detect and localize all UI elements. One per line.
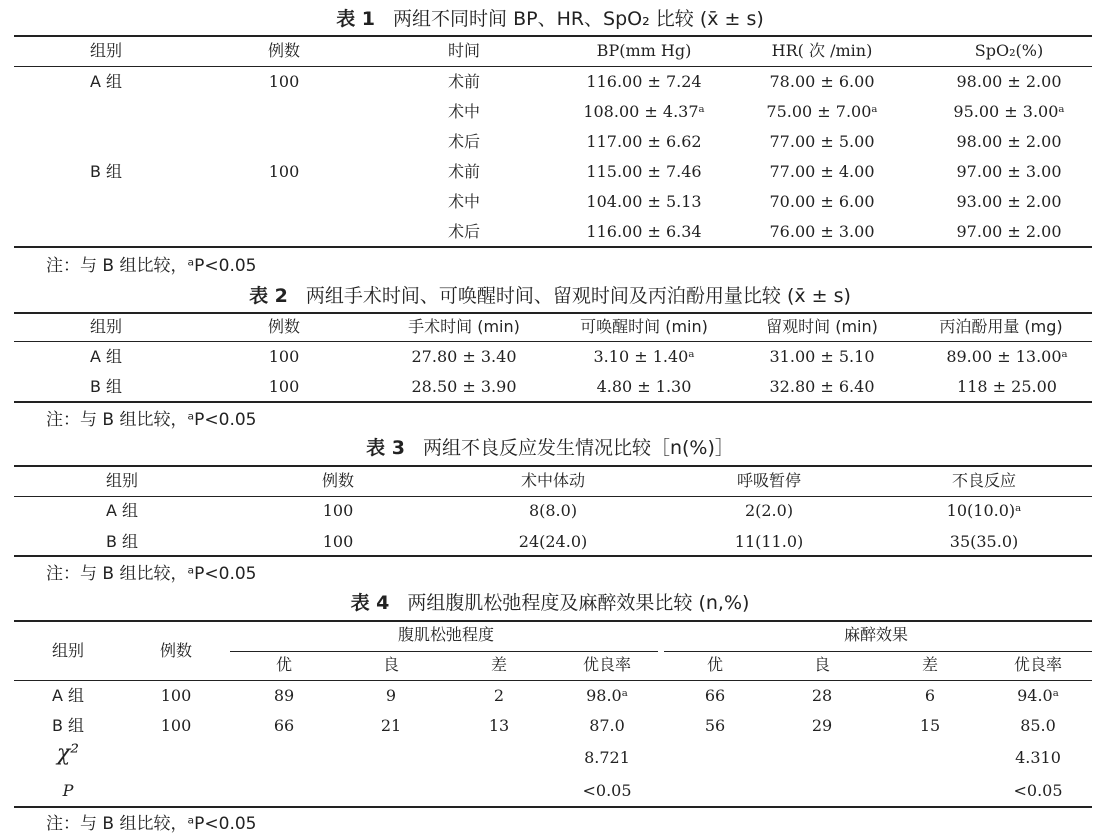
table2-cell: B 组 <box>89 377 123 396</box>
table1-number: 表 1 <box>336 8 376 30</box>
table3-cell: 10(10.0)ᵃ <box>946 501 1022 520</box>
table4-subheader-cell: 优良率 <box>1013 655 1063 674</box>
table4-cell: 6 <box>924 686 936 705</box>
table4-header-rule <box>14 680 1092 681</box>
table2-header-cell: 组别 <box>89 317 123 336</box>
table4-subheader-cell: 优 <box>275 655 293 674</box>
table1-cell: 术中 <box>447 102 481 121</box>
table3-cell: B 组 <box>105 532 139 551</box>
table4-title: 两组腹肌松弛程度及麻醉效果比较 (n,%) <box>407 592 750 614</box>
table4-subheader-cell: 优良率 <box>582 655 632 674</box>
table3-top-rule <box>14 465 1092 467</box>
table1-cell: B 组 <box>89 162 123 181</box>
table2-bottom-rule <box>14 401 1092 403</box>
table3-cell: 100 <box>322 501 354 520</box>
table1-header-rule <box>14 66 1092 67</box>
table4-cell: A 组 <box>51 686 85 705</box>
table1-cell: 75.00 ± 7.00ᵃ <box>766 102 878 121</box>
table3-note: 注：与 B 组比较，ᵃP<0.05 <box>46 564 257 584</box>
table2-cell: 100 <box>268 377 300 396</box>
table1-title: 两组不同时间 BP、HR、SpO₂ 比较 (x̄ ± s) <box>393 8 764 30</box>
table1-cell: 术后 <box>447 132 481 151</box>
table1-cell: 95.00 ± 3.00ᵃ <box>953 102 1065 121</box>
table3-cell: A 组 <box>105 501 139 520</box>
table2-title: 两组手术时间、可唤醒时间、留观时间及丙泊酚用量比较 (x̄ ± s) <box>305 285 851 307</box>
table4-cell: <0.05 <box>1013 781 1063 800</box>
table4-cell: 15 <box>919 716 941 735</box>
table3-header-cell: 不良反应 <box>951 471 1017 490</box>
table3-header-rule <box>14 496 1092 497</box>
table2-header-cell: 可唤醒时间 (min) <box>580 317 708 336</box>
table1-caption <box>0 8 1100 30</box>
table2-cell: 31.00 ± 5.10 <box>769 347 875 366</box>
table1-header-cell: 例数 <box>267 41 301 60</box>
table3-cell: 8(8.0) <box>528 501 578 520</box>
table4-note: 注：与 B 组比较，ᵃP<0.05 <box>46 814 257 834</box>
table4-subheader-cell: 优 <box>706 655 724 674</box>
table2-cell: A 组 <box>89 347 123 366</box>
table1-cell: 77.00 ± 5.00 <box>769 132 875 151</box>
table3-title: 两组不良反应发生情况比较［n(%)］ <box>422 437 734 459</box>
table1-cell: 术前 <box>447 162 481 181</box>
table3-header-cell: 组别 <box>105 471 139 490</box>
table4-cell: 100 <box>160 686 192 705</box>
table1-cell: 108.00 ± 4.37ᵃ <box>583 102 705 121</box>
table1-cell: 104.00 ± 5.13 <box>586 192 702 211</box>
table2-cell: 28.50 ± 3.90 <box>411 377 517 396</box>
table2-header-cell: 例数 <box>267 317 301 336</box>
table4-cell: 100 <box>160 716 192 735</box>
table3-cell: 24(24.0) <box>518 532 588 551</box>
table2-caption <box>0 285 1100 307</box>
table3-caption <box>0 437 1100 459</box>
table2-cell: 32.80 ± 6.40 <box>769 377 875 396</box>
table4-cell: 9 <box>385 686 397 705</box>
table4-cell: 29 <box>811 716 833 735</box>
table4-subheader-cell: 良 <box>813 655 831 674</box>
table1-cell: 98.00 ± 2.00 <box>956 72 1062 91</box>
table4-cell: B 组 <box>51 716 85 735</box>
table4-cell: 28 <box>811 686 833 705</box>
table4-group-rule-right <box>664 651 1092 652</box>
table4-header-cell: 腹肌松弛程度 <box>397 625 495 644</box>
table1-cell: 术后 <box>447 222 481 241</box>
table1-cell: 76.00 ± 3.00 <box>769 222 875 241</box>
table2-cell: 27.80 ± 3.40 <box>411 347 517 366</box>
table3-number: 表 3 <box>366 437 405 459</box>
table4-subheader-cell: 差 <box>921 655 939 674</box>
table4-cell: 87.0 <box>589 716 625 735</box>
table1-cell: 97.00 ± 3.00 <box>956 162 1062 181</box>
table2-note: 注：与 B 组比较，ᵃP<0.05 <box>46 410 257 430</box>
table4-cell: 66 <box>704 686 726 705</box>
table4-top-rule <box>14 620 1092 622</box>
table1-cell: 98.00 ± 2.00 <box>956 132 1062 151</box>
table2-cell: 89.00 ± 13.00ᵃ <box>946 347 1068 366</box>
table4-header-cell: 例数 <box>159 641 193 660</box>
table2-number: 表 2 <box>249 285 288 307</box>
table2-header-cell: 丙泊酚用量 (mg) <box>939 317 1063 336</box>
table3-bottom-rule <box>14 555 1092 557</box>
table1-bottom-rule <box>14 246 1092 248</box>
table2-cell: 4.80 ± 1.30 <box>596 377 692 396</box>
table4-cell: 56 <box>704 716 726 735</box>
table4-cell: <0.05 <box>582 781 632 800</box>
table2-header-rule <box>14 341 1092 342</box>
table4-subheader-cell: 差 <box>490 655 508 674</box>
table1-cell: 93.00 ± 2.00 <box>956 192 1062 211</box>
table2-header-cell: 留观时间 (min) <box>766 317 878 336</box>
table1-cell: 术前 <box>447 72 481 91</box>
table1-cell: 100 <box>268 72 300 91</box>
table4-cell: P <box>62 781 74 800</box>
table1-cell: 77.00 ± 4.00 <box>769 162 875 181</box>
table4-cell: 4.310 <box>1015 748 1061 767</box>
table4-cell: 98.0ᵃ <box>586 686 628 705</box>
table4-cell: 8.721 <box>584 748 630 767</box>
table1-header-cell: 组别 <box>89 41 123 60</box>
table1-header-cell: HR( 次 /min) <box>771 41 873 60</box>
table1-cell: 78.00 ± 6.00 <box>769 72 875 91</box>
table4-header-cell: 组别 <box>51 641 85 660</box>
table1-cell: 117.00 ± 6.62 <box>586 132 702 151</box>
table3-cell: 2(2.0) <box>744 501 794 520</box>
table4-cell: χ² <box>56 741 80 766</box>
table2-cell: 3.10 ± 1.40ᵃ <box>593 347 695 366</box>
table1-header-cell: 时间 <box>447 41 481 60</box>
table4-cell: 85.0 <box>1020 716 1056 735</box>
table1-cell: 100 <box>268 162 300 181</box>
table1-cell: 115.00 ± 7.46 <box>586 162 702 181</box>
table1-top-rule <box>14 35 1092 37</box>
table3-header-cell: 术中体动 <box>520 471 586 490</box>
table4-subheader-cell: 良 <box>382 655 400 674</box>
table1-cell: 97.00 ± 2.00 <box>956 222 1062 241</box>
table4-group-rule-left <box>230 651 658 652</box>
table4-caption <box>0 592 1100 614</box>
table3-header-cell: 例数 <box>321 471 355 490</box>
table4-bottom-rule <box>14 806 1092 808</box>
table4-cell: 94.0ᵃ <box>1017 686 1059 705</box>
table2-cell: 118 ± 25.00 <box>957 377 1057 396</box>
table1-header-cell: SpO₂(%) <box>974 41 1044 60</box>
table2-cell: 100 <box>268 347 300 366</box>
table4-cell: 66 <box>273 716 295 735</box>
table3-cell: 35(35.0) <box>949 532 1019 551</box>
table1-header-cell: BP(mm Hg) <box>596 41 692 60</box>
table4-cell: 89 <box>273 686 295 705</box>
table2-header-cell: 手术时间 (min) <box>408 317 520 336</box>
table1-cell: 70.00 ± 6.00 <box>769 192 875 211</box>
table3-cell: 100 <box>322 532 354 551</box>
table1-cell: 116.00 ± 6.34 <box>586 222 702 241</box>
table1-cell: A 组 <box>89 72 123 91</box>
table1-cell: 术中 <box>447 192 481 211</box>
table1-note: 注：与 B 组比较，ᵃP<0.05 <box>46 256 257 276</box>
table3-header-cell: 呼吸暂停 <box>736 471 802 490</box>
table4-cell: 13 <box>488 716 510 735</box>
table4-header-cell: 麻醉效果 <box>843 625 909 644</box>
table2-top-rule <box>14 312 1092 314</box>
table1-cell: 116.00 ± 7.24 <box>586 72 702 91</box>
table4-cell: 2 <box>493 686 505 705</box>
table3-cell: 11(11.0) <box>734 532 804 551</box>
table4-number: 表 4 <box>350 592 390 614</box>
table4-cell: 21 <box>380 716 402 735</box>
